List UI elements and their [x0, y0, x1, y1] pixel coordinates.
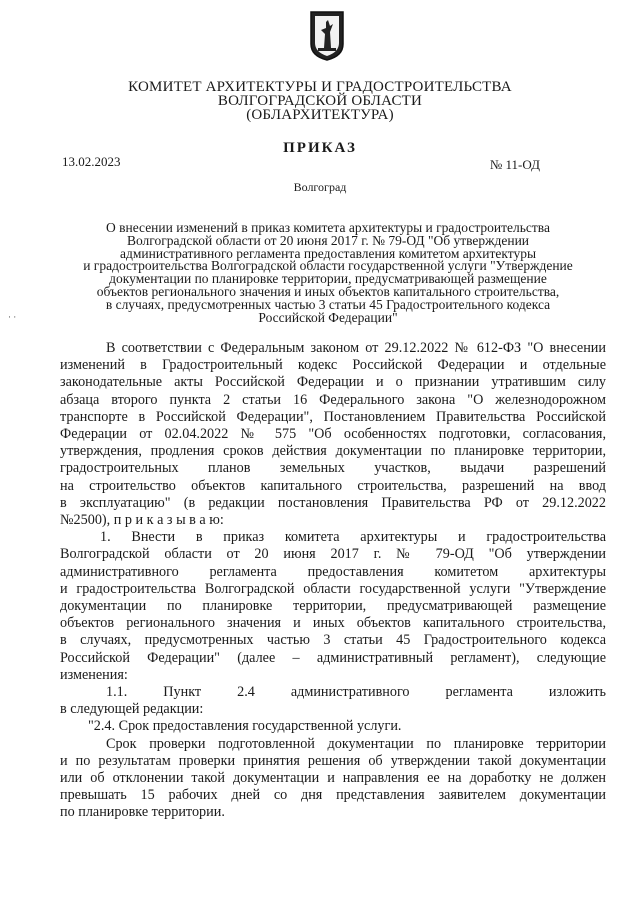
subject-line: в случаях, предусмотренных частью 3 статьи 45 Градостроительного кодекса — [105, 296, 551, 312]
body-line: объектов регионального значения и иных объектов капитального строительства, — [60, 615, 606, 632]
body-line: или об отклонении такой документации и направления ее на доработку не должен — [60, 770, 606, 787]
body-line: Российской Федерации" (далее – административный регламент), следующие — [60, 649, 606, 666]
body-line: градостроительных планов земельных участков, выдачи разрешений — [60, 460, 606, 477]
body-line: "2.4. Срок предоставления государственной услуги. — [88, 718, 402, 735]
body-line: утверждения, продления сроков действия документации по планировке территории, — [60, 443, 606, 460]
subject-line: объектов регионального значения и иных объектов капитального строительства, — [96, 283, 560, 299]
subject-line: административного регламента предоставления комитетом архитектуры — [119, 245, 537, 261]
body-line: №2500), п р и к а з ы в а ю: — [60, 512, 224, 529]
subject-line: Российской Федерации" — [258, 309, 398, 325]
body-line: Федерации от 02.04.2022 № 575 "Об особенностях подготовки, согласования, — [60, 426, 606, 443]
committee-header — [0, 80, 640, 122]
body-line: изменений в Градостроительный кодекс Российской Федерации и отдельные — [60, 357, 606, 374]
order-city: Волгоград — [293, 180, 347, 194]
subject-line: документации по планировке территории, предусматривающей размещение — [109, 271, 547, 287]
body-line: превышать 15 рабочих дней со дня представления заявителем документации — [60, 787, 606, 804]
order-body — [60, 340, 606, 822]
margin-mark: · · — [8, 312, 17, 322]
order-date: 13.02.2023 — [62, 154, 121, 169]
body-line: 1.1. Пункт 2.4 административного регламента изложить — [106, 684, 606, 701]
body-line: Срок проверки подготовленной документации по планировке территории — [106, 735, 606, 752]
subject-line: О внесении изменений в приказ комитета архитектуры и градостроительства — [105, 220, 550, 235]
body-line: в следующей редакции: — [60, 701, 204, 718]
body-line: абзаца второго пункта 2 статьи 16 Федерального закона "О железнодорожном — [60, 391, 606, 408]
body-line: административного регламента предоставления комитетом архитектуры — [60, 563, 606, 580]
header-line-3: (ОБЛАРХИТЕКТУРА) — [246, 107, 394, 123]
body-line: по планировке территории. — [60, 804, 225, 821]
order-title: ПРИКАЗ — [283, 140, 357, 156]
body-line: законодательные акты Российской Федерации и о признании утратившим силу — [60, 374, 606, 391]
body-line: 1. Внести в приказ комитета архитектуры и градостроительства — [100, 529, 606, 546]
body-line: документации по планировке территории, предусматривающей размещение — [60, 598, 606, 615]
body-line: в случаях, предусмотренных частью 3 статьи 45 Градостроительного кодекса — [60, 632, 606, 649]
subject-line: и градостроительства Волгоградской области государственной услуги "Утверждение — [83, 258, 573, 274]
body-line: транспорте в Российской Федерации", Постановлением Правительства Российской — [60, 408, 606, 425]
body-line: и градостроительства Волгоградской области государственной услуги "Утверждение — [60, 580, 606, 597]
body-line: изменения: — [60, 666, 128, 683]
body-line: в эксплуатацию" (в редакции постановления Правительства РФ от 29.12.2022 — [60, 494, 606, 511]
body-line: на строительство объектов капитального строительства, разрешений на ввод — [60, 477, 606, 494]
body-line: Волгоградской области от 20 июня 2017 г. № 79-ОД "Об утверждении — [60, 546, 606, 563]
order-subject — [40, 222, 616, 324]
header-line-2: ВОЛГОГРАДСКОЙ ОБЛАСТИ — [217, 93, 423, 109]
body-line: В соответствии с Федеральным законом от 29.12.2022 № 612-ФЗ "О внесении — [106, 340, 606, 356]
order-number: № 11-ОД — [489, 157, 540, 172]
body-line: и по результатам проверки принятия решения об утверждении такой документации — [60, 752, 606, 769]
volgograd-emblem — [309, 10, 345, 62]
header-line-1: КОМИТЕТ АРХИТЕКТУРЫ И ГРАДОСТРОИТЕЛЬСТВА — [128, 79, 512, 95]
subject-line: Волгоградской области от 20 июня 2017 г. № 79-ОД "Об утверждении — [126, 232, 530, 248]
